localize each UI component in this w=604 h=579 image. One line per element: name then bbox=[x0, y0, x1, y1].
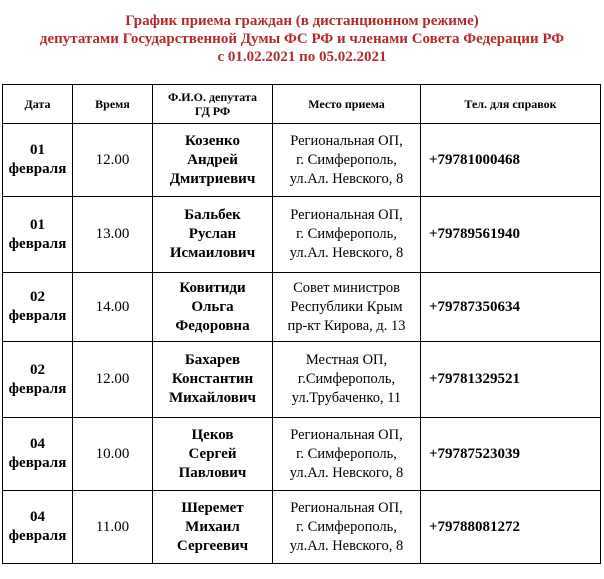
name-cell bbox=[153, 124, 273, 197]
date-cell bbox=[3, 124, 73, 197]
date-month: февраля bbox=[8, 528, 67, 544]
surname: Бахарев bbox=[184, 352, 241, 368]
name-cell bbox=[153, 273, 273, 342]
place-line-1: Местная ОП, bbox=[305, 352, 388, 368]
header-fio bbox=[153, 85, 273, 124]
table-header-row bbox=[3, 85, 601, 124]
surname: Козенко bbox=[185, 132, 240, 149]
table-row bbox=[3, 418, 601, 491]
place-line-2: г. Симферополь, bbox=[296, 445, 397, 462]
surname: Ковитиди bbox=[179, 279, 246, 296]
date-month: февраля bbox=[8, 235, 67, 252]
document-title bbox=[0, 12, 604, 66]
table-row bbox=[3, 273, 601, 342]
first-name: Руслан bbox=[188, 226, 237, 242]
date-cell bbox=[3, 418, 73, 491]
title-line-2: депутатами Государственной Думы ФС РФ и членами Совета Федерации РФ bbox=[39, 31, 565, 47]
header-date: Дата bbox=[3, 85, 73, 124]
name-cell bbox=[153, 342, 273, 418]
patronymic: Федоровна bbox=[175, 317, 250, 334]
date-day: 01 bbox=[30, 142, 45, 158]
place-cell bbox=[273, 273, 421, 342]
place-line-1: Совет министров bbox=[293, 279, 400, 296]
title-line-1: График приема граждан (в дистанционном режиме) bbox=[125, 13, 479, 29]
phone-cell: +79787523039 bbox=[421, 418, 601, 491]
place-line-2: г.Симферополь, bbox=[297, 371, 396, 387]
phone-cell: +79781329521 bbox=[421, 342, 601, 418]
date-day: 01 bbox=[30, 216, 45, 233]
table-row bbox=[3, 124, 601, 197]
first-name: Ольга bbox=[191, 298, 234, 315]
place-line-1: Региональная ОП, bbox=[290, 499, 403, 516]
time-cell: 14.00 bbox=[73, 273, 153, 342]
phone-cell: +79788081272 bbox=[421, 491, 601, 564]
title-line-3: с 01.02.2021 по 05.02.2021 bbox=[217, 49, 387, 65]
name-cell bbox=[153, 491, 273, 564]
date-month: февраля bbox=[8, 455, 67, 471]
schedule-table bbox=[2, 84, 601, 564]
patronymic: Дмитриевич bbox=[169, 170, 256, 187]
phone-cell: +79789561940 bbox=[421, 197, 601, 273]
header-place: Место приема bbox=[273, 85, 421, 124]
date-cell bbox=[3, 491, 73, 564]
place-cell bbox=[273, 491, 421, 564]
name-cell bbox=[153, 197, 273, 273]
patronymic: Павлович bbox=[178, 464, 247, 481]
place-line-3: ул.Ал. Невского, 8 bbox=[289, 537, 404, 554]
place-line-1: Региональная ОП, bbox=[290, 426, 403, 443]
date-month: февраля bbox=[8, 161, 67, 177]
place-line-3: ул.Ал. Невского, 8 bbox=[289, 464, 404, 481]
date-cell bbox=[3, 342, 73, 418]
first-name: Михаил bbox=[185, 518, 240, 535]
header-fio-line-2: ГД РФ bbox=[194, 104, 231, 118]
date-month: февраля bbox=[8, 308, 67, 324]
place-line-3: пр-кт Кирова, д. 13 bbox=[287, 317, 406, 334]
date-day: 04 bbox=[30, 509, 45, 525]
time-cell: 12.00 bbox=[73, 342, 153, 418]
date-day: 04 bbox=[30, 436, 45, 452]
time-cell: 11.00 bbox=[73, 491, 153, 564]
patronymic: Михайлович bbox=[169, 390, 256, 406]
header-time: Время bbox=[73, 85, 153, 124]
first-name: Константин bbox=[171, 371, 254, 387]
phone-cell: +79787350634 bbox=[421, 273, 601, 342]
phone-cell: +79781000468 bbox=[421, 124, 601, 197]
place-line-2: г. Симферополь, bbox=[296, 226, 397, 242]
place-line-2: г. Симферополь, bbox=[296, 151, 397, 168]
time-cell: 12.00 bbox=[73, 124, 153, 197]
surname: Шеремет bbox=[181, 499, 244, 516]
patronymic: Исмаилович bbox=[169, 245, 256, 261]
place-line-1: Региональная ОП, bbox=[290, 132, 403, 149]
header-phone: Тел. для справок bbox=[421, 85, 601, 124]
date-day: 02 bbox=[30, 289, 45, 305]
place-line-3: ул.Ал. Невского, 8 bbox=[289, 170, 404, 187]
time-cell: 13.00 bbox=[73, 197, 153, 273]
header-fio-line-1: Ф.И.О. депутата bbox=[167, 90, 258, 104]
date-cell bbox=[3, 273, 73, 342]
date-day: 02 bbox=[30, 361, 45, 378]
place-line-3: ул.Трубаченко, 11 bbox=[291, 390, 402, 406]
date-cell bbox=[3, 197, 73, 273]
table-row bbox=[3, 342, 601, 418]
name-cell bbox=[153, 418, 273, 491]
surname: Цеков bbox=[191, 426, 234, 443]
table-row bbox=[3, 491, 601, 564]
first-name: Сергей bbox=[188, 445, 237, 462]
place-line-3: ул.Ал. Невского, 8 bbox=[289, 245, 404, 261]
surname: Бальбек bbox=[184, 207, 241, 223]
place-line-2: г. Симферополь, bbox=[296, 518, 397, 535]
place-cell bbox=[273, 197, 421, 273]
place-cell bbox=[273, 342, 421, 418]
place-line-2: Республики Крым bbox=[290, 298, 403, 315]
first-name: Андрей bbox=[187, 151, 238, 168]
patronymic: Сергеевич bbox=[176, 537, 249, 554]
time-cell: 10.00 bbox=[73, 418, 153, 491]
place-cell bbox=[273, 418, 421, 491]
place-cell bbox=[273, 124, 421, 197]
place-line-1: Региональная ОП, bbox=[290, 207, 403, 223]
date-month: февраля bbox=[8, 380, 67, 397]
table-row bbox=[3, 197, 601, 273]
